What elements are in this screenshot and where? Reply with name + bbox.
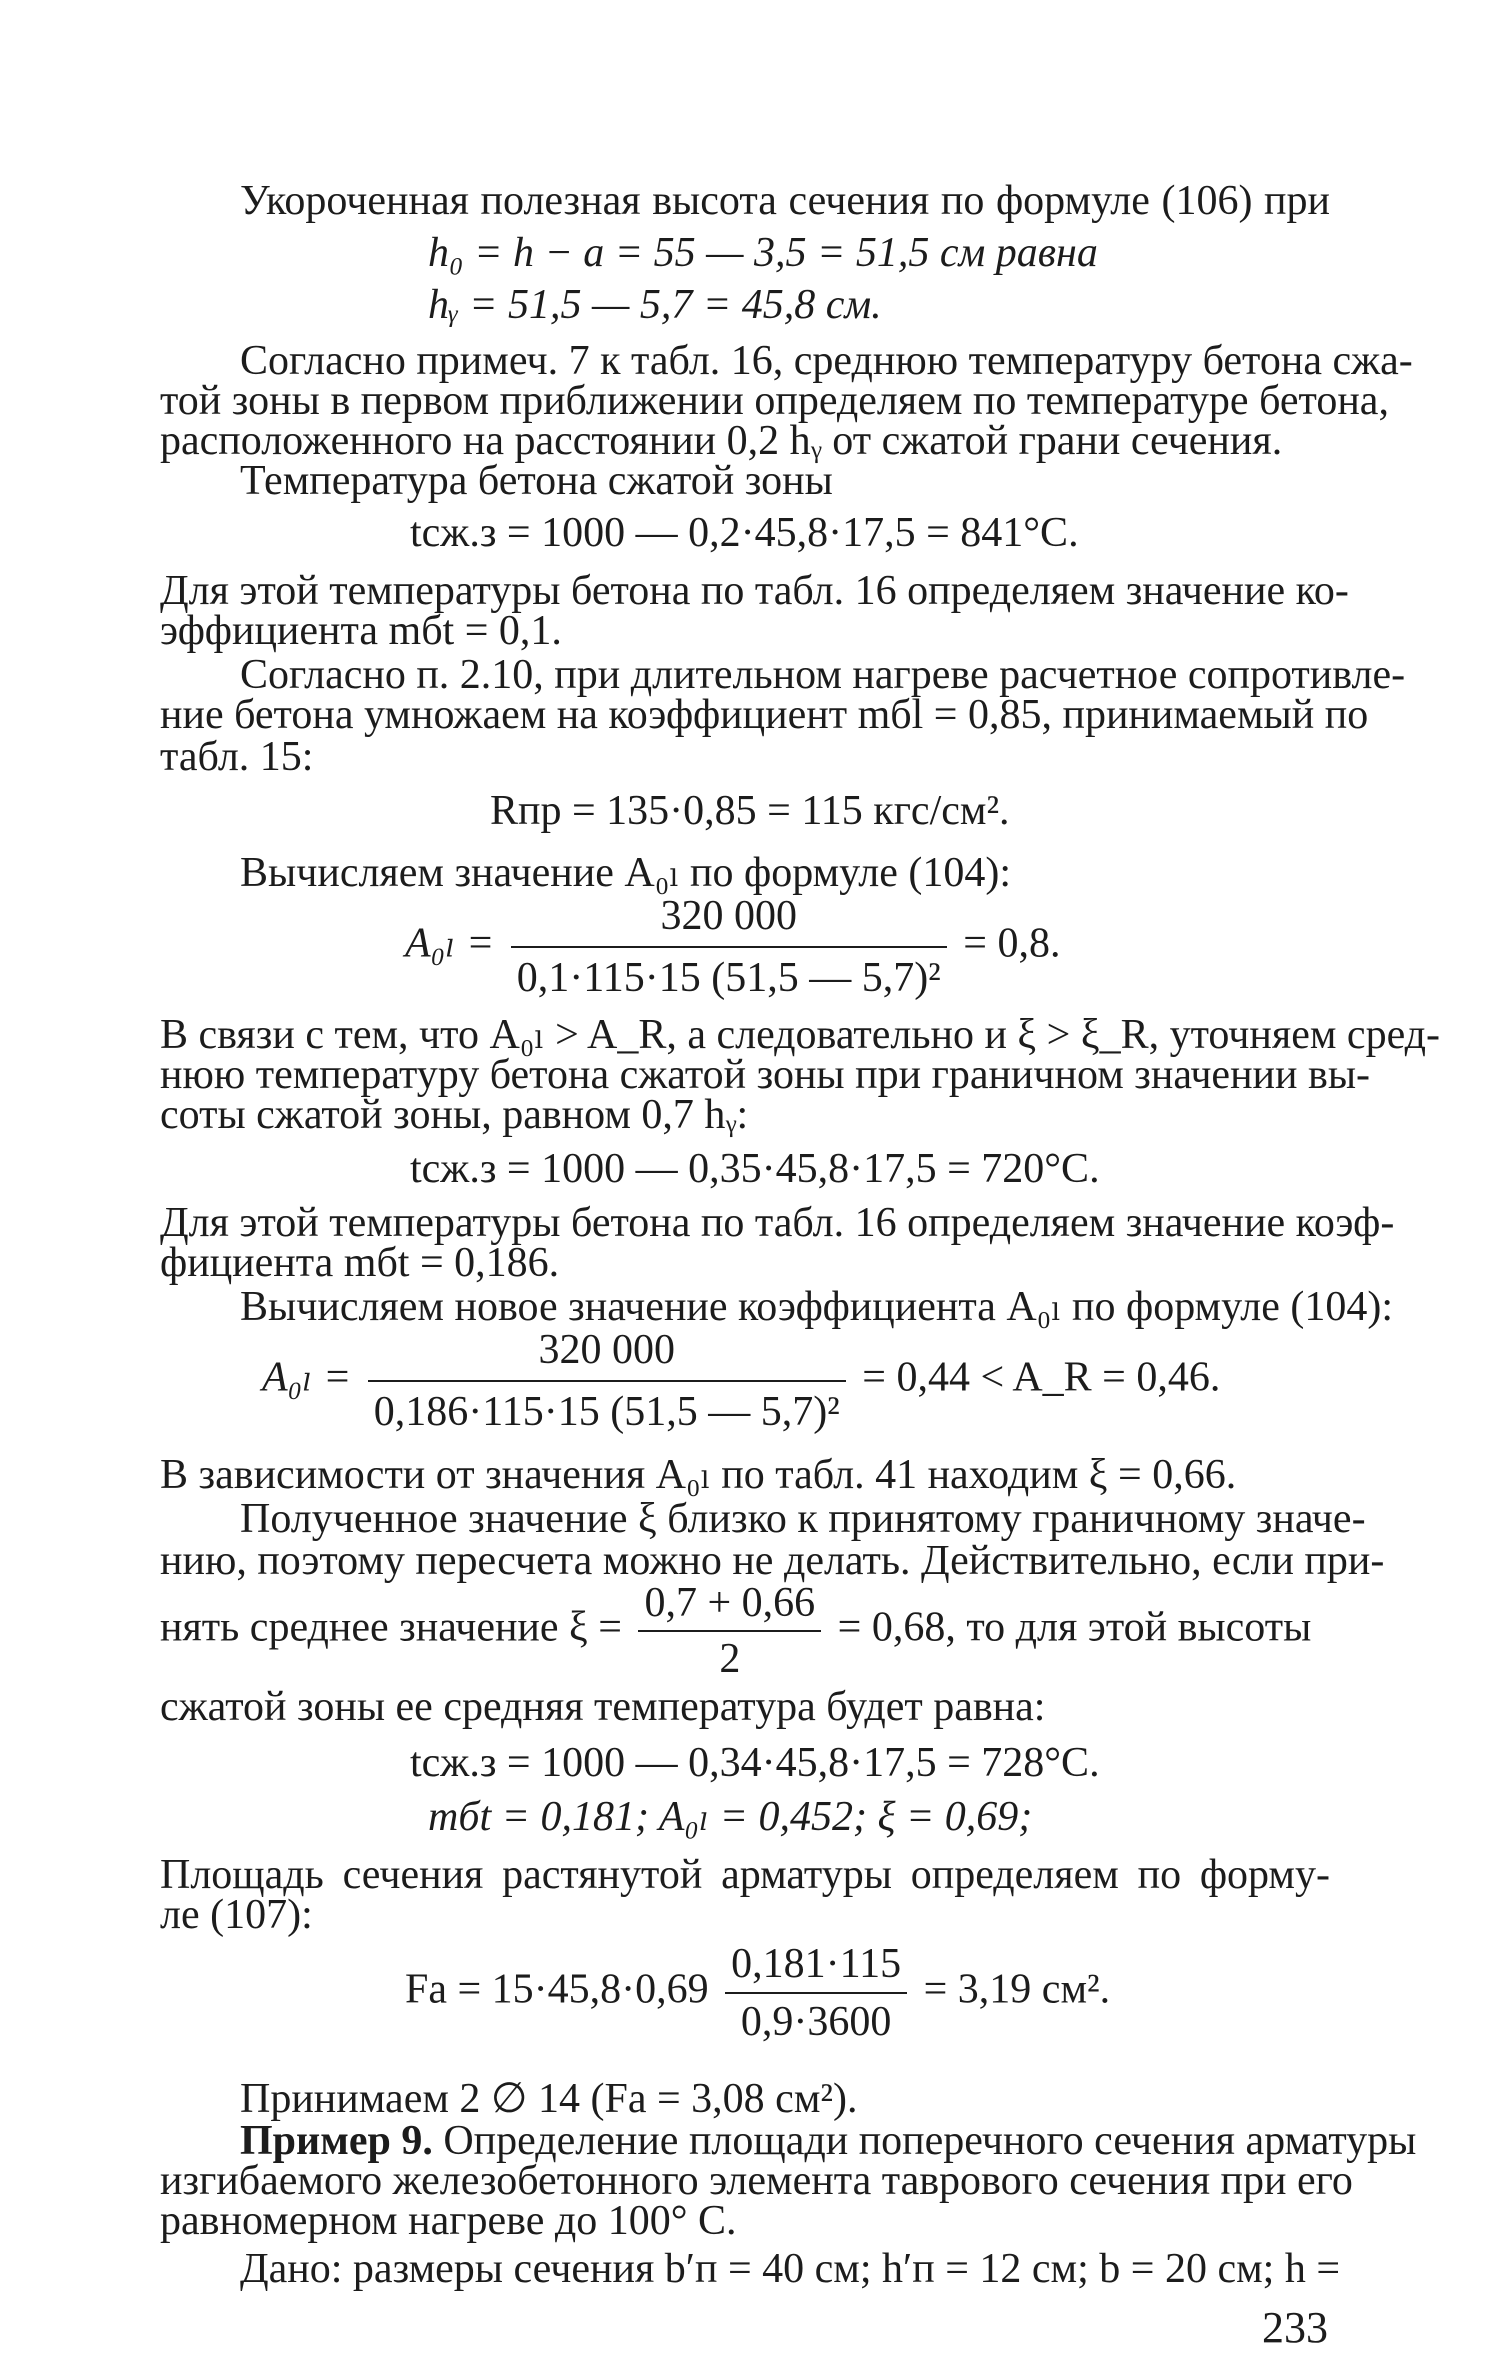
text-line: фициента mбt = 0,186. bbox=[160, 1240, 560, 1286]
equation-lhs: A₀ₗ = bbox=[405, 920, 495, 967]
text-line: ние бетона умножаем на коэффициент mбl = 0,85, принимаемый по bbox=[160, 692, 1369, 738]
text-line: соты сжатой зоны, равном 0,7 hᵧ: bbox=[160, 1092, 749, 1138]
text-fragment: нять среднее значение ξ = bbox=[160, 1604, 622, 1651]
equation-lhs: Fа = 15·45,8·0,69 bbox=[405, 1966, 709, 2013]
fraction-numerator: 0,181·115 bbox=[731, 1941, 902, 1987]
page-number: 233 bbox=[1262, 2303, 1328, 2352]
fraction-denominator: 0,186·115·15 (51,5 — 5,7)² bbox=[368, 1380, 846, 1440]
example-label: Пример 9. bbox=[240, 2118, 433, 2164]
text-line: Принимаем 2 ∅ 14 (Fа = 3,08 см²). bbox=[240, 2076, 858, 2122]
text-line: ле (107): bbox=[160, 1892, 313, 1938]
formula-line: tсж.з = 1000 — 0,35·45,8·17,5 = 720°C. bbox=[410, 1146, 1100, 1192]
text-line: Укороченная полезная высота сечения по формуле (106) при bbox=[240, 178, 1330, 224]
text-line: Температура бетона сжатой зоны bbox=[240, 458, 833, 504]
text-line: В зависимости от значения A₀ₗ по табл. 41 находим ξ = 0,66. bbox=[160, 1452, 1237, 1498]
text-line: Вычисляем значение A₀ₗ по формуле (104): bbox=[240, 850, 1012, 896]
fraction-denominator: 0,1·115·15 (51,5 — 5,7)² bbox=[511, 946, 947, 1006]
text-line: Дано: размеры сечения b′п = 40 см; h′п = 12 см; b = 20 см; h = bbox=[240, 2246, 1341, 2292]
equation-a01-first bbox=[405, 888, 1060, 1006]
fraction bbox=[368, 1322, 846, 1440]
fraction-numerator: 0,7 + 0,66 bbox=[644, 1580, 816, 1626]
text-line: Для этой температуры бетона по табл. 16 определяем значение ко- bbox=[160, 568, 1349, 614]
equation-rhs: = 0,44 < A_R = 0,46. bbox=[862, 1354, 1221, 1401]
text-line: Полученное значение ξ близко к принятому граничному значе- bbox=[240, 1496, 1366, 1542]
text-line: Согласно п. 2.10, при длительном нагреве расчетное сопротивле- bbox=[240, 652, 1406, 698]
formula-line: hᵧ = 51,5 — 5,7 = 45,8 см. bbox=[428, 282, 882, 328]
text-line: сжатой зоны ее средняя температура будет равна: bbox=[160, 1684, 1046, 1730]
equation-a01-second bbox=[262, 1322, 1220, 1440]
formula-line: tсж.з = 1000 — 0,34·45,8·17,5 = 728°C. bbox=[410, 1740, 1100, 1786]
fraction-denominator: 0,9·3600 bbox=[725, 1992, 907, 2048]
text-fragment: Определение площади поперечного сечения арматуры bbox=[443, 2118, 1417, 2164]
text-line: Площадь сечения растянутой арматуры определяем по форму- bbox=[160, 1852, 1330, 1898]
text-line: равномерном нагреве до 100° С. bbox=[160, 2198, 737, 2244]
formula-line: h₀ = h − a = 55 — 3,5 = 51,5 см равна bbox=[428, 230, 1098, 276]
equation-lhs: A₀ₗ = bbox=[262, 1354, 352, 1401]
equation-rhs: = 0,8. bbox=[963, 920, 1061, 967]
text-fragment: = 0,68, то для этой высоты bbox=[837, 1604, 1312, 1651]
fraction-numerator: 320 000 bbox=[660, 893, 798, 939]
text-line: табл. 15: bbox=[160, 734, 314, 780]
text-line: расположенного на расстоянии 0,2 hᵧ от сжатой грани сечения. bbox=[160, 418, 1283, 464]
fraction-numerator: 320 000 bbox=[538, 1327, 676, 1373]
text-line-with-fraction bbox=[160, 1578, 1311, 1684]
text-line: изгибаемого железобетонного элемента таврового сечения при его bbox=[160, 2158, 1353, 2204]
text-line: той зоны в первом приближении определяем по температуре бетона, bbox=[160, 378, 1389, 424]
text-line: эффициента mбt = 0,1. bbox=[160, 608, 562, 654]
fraction bbox=[638, 1578, 821, 1684]
text-line: Для этой температуры бетона по табл. 16 определяем значение коэф- bbox=[160, 1200, 1395, 1246]
equation-fa bbox=[405, 1938, 1110, 2048]
text-line: нию, поэтому пересчета можно не делать. Действительно, если при- bbox=[160, 1538, 1385, 1584]
text-line: Согласно примеч. 7 к табл. 16, среднюю температуру бетона сжа- bbox=[240, 338, 1413, 384]
fraction bbox=[511, 888, 947, 1006]
text-line: В связи с тем, что A₀ₗ > A_R, а следовательно и ξ > ξ_R, уточняем сред- bbox=[160, 1012, 1441, 1058]
text-line: Вычисляем новое значение коэффициента A₀ₗ по формуле (104): bbox=[240, 1284, 1394, 1330]
text-line: нюю температуру бетона сжатой зоны при граничном значении вы- bbox=[160, 1052, 1371, 1098]
equation-rhs: = 3,19 см². bbox=[923, 1966, 1111, 2013]
formula-line: tсж.з = 1000 — 0,2·45,8·17,5 = 841°C. bbox=[410, 510, 1079, 556]
fraction bbox=[725, 1938, 907, 2048]
formula-line: mбt = 0,181; A₀ₗ = 0,452; ξ = 0,69; bbox=[428, 1794, 1033, 1840]
fraction-denominator: 2 bbox=[638, 1630, 821, 1684]
formula-line: Rпр = 135·0,85 = 115 кгс/см². bbox=[490, 788, 1010, 834]
